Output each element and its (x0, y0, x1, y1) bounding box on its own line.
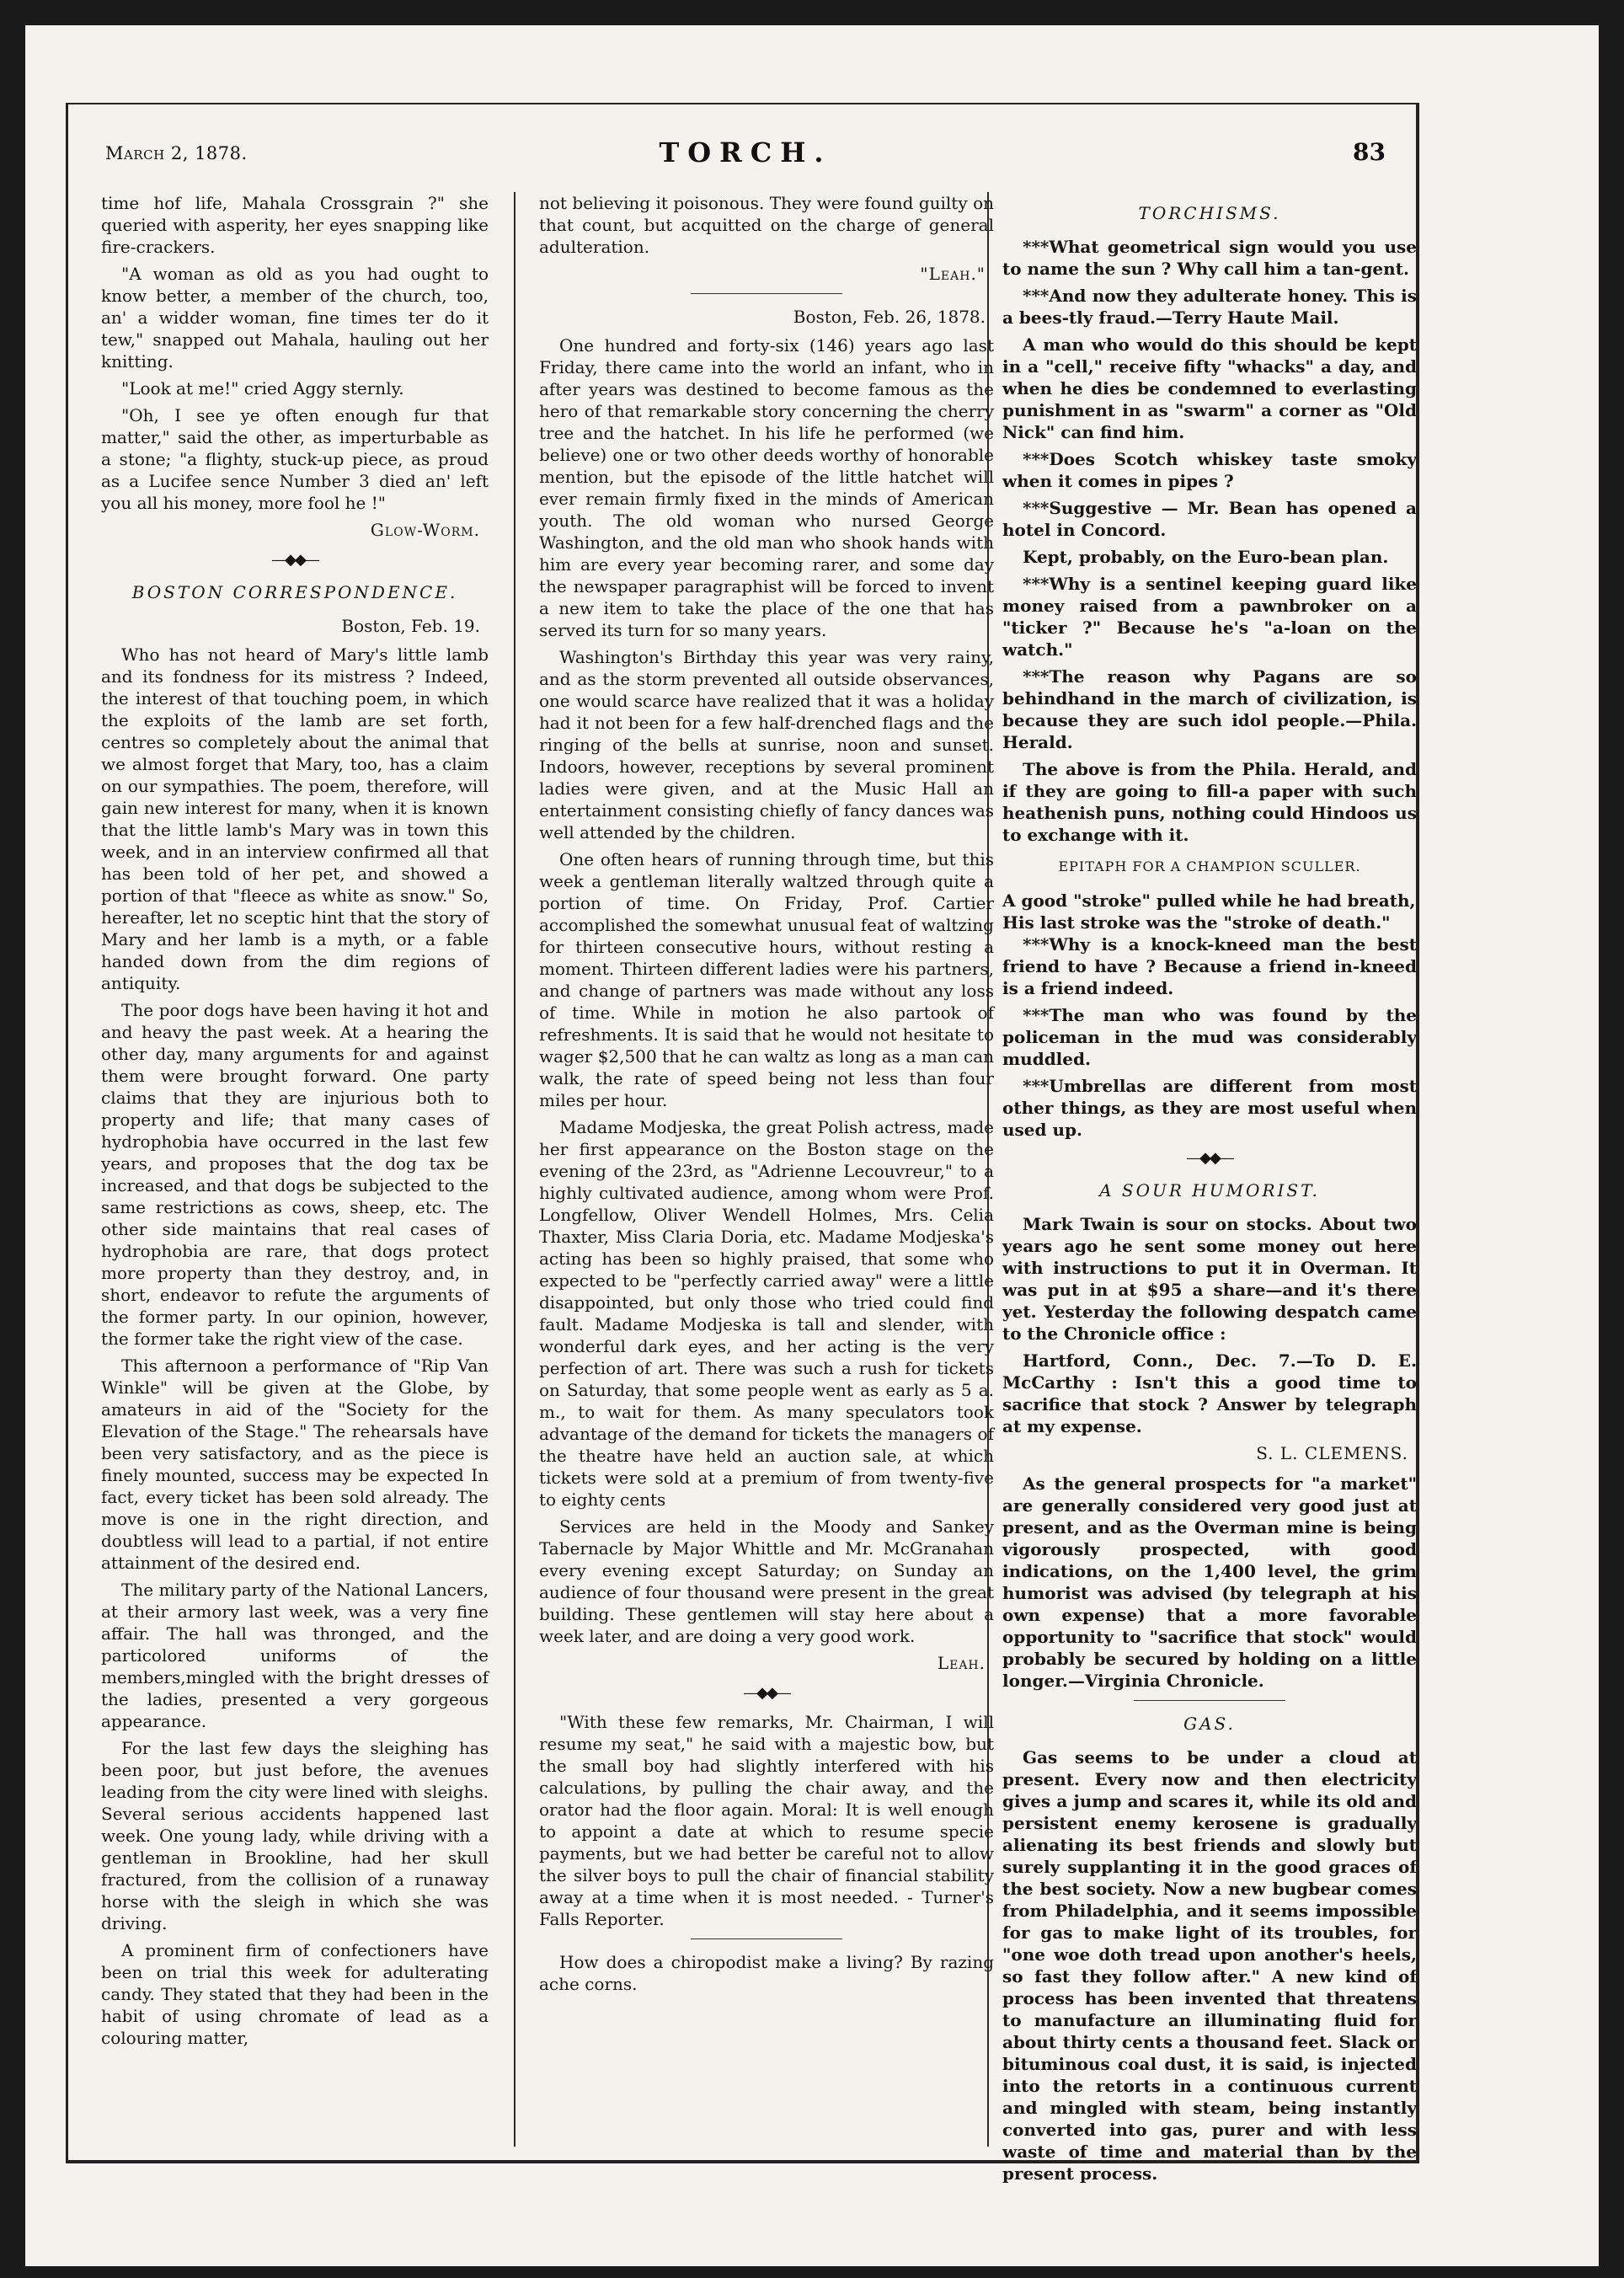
section-heading: TORCHISMS. (1138, 203, 1281, 223)
paragraph: Mark Twain is sour on stocks. About two years ago he sent some money out here with instructions to put it in Overman. It was put in at $95 a share—and it's there yet. Yesterday the following despatch came to the Chronicle office : (1002, 1214, 1417, 1344)
paragraph: ***And now they adulterate honey. This is a bees-tly fraud.—Terry Haute Mail. (1002, 286, 1417, 328)
short-rule (1134, 1700, 1285, 1701)
paragraph: time hof life, Mahala Crossgrain ?" she queried with asperity, her eyes snapping like fire-crackers. (101, 193, 489, 257)
paragraph: not believing it poisonous. They were found guilty on that count, but acquitted on the charge of general adulteration. (539, 193, 994, 257)
paragraph: One often hears of running through time, but this week a gentleman literally waltzed through quite a portion of time. On Friday, Prof. Cartier accomplished the somewhat unusual feat of waltzing for thirteen consecutive hours, without resting a moment. Thirteen different ladies were his partners, and change of partners was made without any loss of time. While in motion he also partook of refreshments. It is said that he would not hesitate to wager $2,500 that he can waltz as long as a man can walk, the rate of speed being not less than four miles per hour. (539, 849, 994, 1110)
paragraph: Who has not heard of Mary's little lamb and its fondness for its mistress ? Indeed, the interest of that touching poem, in which the exploits of the lamb are set forth, centres so completely about the animal that we almost forget that Mary, too, has a claim on our sympathies. The poem, therefore, will gain new interest for many, when it is known that the little lamb's Mary was in town this week, and in an interview confirmed all that has been told of her pet, and showed a portion of that "fleece as white as snow." So, hereafter, let no sceptic hint that the story of Mary and her lamb is a myth, or a fable handed down from the dim regions of antiquity. (101, 644, 489, 993)
paragraph: ***Why is a sentinel keeping guard like money raised from a pawnbroker on a "ticker ?" Because he's "a-loan on the watch." (1002, 574, 1417, 660)
section-heading: EPITAPH FOR A CHAMPION SCULLER. (1058, 858, 1361, 874)
paragraph: ***What geometrical sign would you use to name the sun ? Why call him a tan-gent. (1002, 237, 1417, 279)
paragraph: ***Suggestive — Mr. Bean has opened a hotel in Concord. (1002, 498, 1417, 540)
paragraph: One hundred and forty-six (146) years ago last Friday, there came into the world an infant, who in after years was destined to become famous as the hero of that remarkable story concerning the cherry tree and the hatchet. In his life he performed (we believe) one or two other deeds worthy of honorable mention, but the episode of the little hatchet will ever remain firmly fixed in the minds of American youth. The old woman who nursed George Washington, and the old man who shook hands with him are every year becoming rarer, and some day the newspaper paragraphist will be forced to invent a new item to take the place of the one that has served its turn for so many years. (539, 335, 994, 640)
masthead (80, 118, 1411, 168)
paragraph: Hartford, Conn., Dec. 7.—To D. E. McCarthy : Isn't this a good time to sacrifice that stock ? Answer by telegraph at my expense. (1002, 1350, 1417, 1436)
column-1 (101, 192, 489, 2147)
page-number: 83 (1353, 138, 1386, 166)
paragraph: A prominent firm of confectioners have been on trial this week for adulterating candy. They stated that they had been in the habit of using chromate of lead as a colouring matter, (101, 1940, 489, 2048)
paragraph: A man who would do this should be kept in a "cell," receive fifty "whacks" a day, and when he dies be condemned to everlasting punishment in as "swarm" a corner as "Old Nick" can find him. (1002, 334, 1417, 442)
paragraph: How does a chiropodist make a living? By razing ache corns. (539, 1952, 994, 1994)
paragraph: ***Why is a knock-kneed man the best friend to have ? Because a friend in-kneed is a friend indeed. (1002, 934, 1417, 998)
paragraph: "Oh, I see ye often enough fur that matter," said the other, as imperturbable as a stone; "a flighty, stuck-up piece, as proud as a Lucifee sence Number 3 died an' left you all his money, more fool he !" (101, 405, 489, 513)
signature: "Leah." (920, 264, 986, 284)
paragraph: Washington's Birthday this year was very rainy, and as the storm prevented all outside observances, one would scarce have realized that it was a holiday had it not been for a few half-drenched flags and the ringing of the bells at sunrise, noon and sunset. Indoors, however, receptions by several prominent ladies were given, and at the Music Hall an entertainment consisting chiefly of fancy dances was well attended by the children. (539, 647, 994, 842)
verse-line: A good "stroke" pulled while he had breath, (1002, 890, 1416, 911)
ornament-divider: —◆◆— (1186, 1149, 1233, 1167)
issue-date: March 2, 1878. (105, 143, 248, 163)
paragraph: This afternoon a performance of "Rip Van Winkle" will be given at the Globe, by amateurs in aid of the "Society for the Elevation of the Stage." The rehearsals have been very satisfactory, and as the piece is finely mounted, success may be expected In fact, every ticket has been sold already. The move is one in the right direction, and doubtless will lead to a partial, if not entire attainment of the desired end. (101, 1356, 489, 1573)
short-rule (691, 1938, 842, 1939)
paragraph: The poor dogs have been having it hot and and heavy the past week. At a hearing the other day, many arguments for and against them were brought forward. One party claims that they are injurious both to property and life; that many cases of hydrophobia have occurred in the last few years, and proposes that the dog tax be increased, and that dogs be subjected to the same restrictions as cows, sheep, etc. The other side maintains that real cases of hydrophobia are rare, that dogs protect more property than they destroy, and, in short, endeavor to refute the arguments of the former party. In our opinion, however, the former take the right view of the case. (101, 1000, 489, 1349)
column-3 (1002, 192, 1417, 2184)
paragraph: The above is from the Phila. Herald, and if they are going to fill-a paper with such heathenish puns, nothing could Hindoos us to exchange with it. (1002, 759, 1417, 845)
signature: Leah. (937, 1653, 986, 1673)
ornament-divider: —◆◆— (271, 551, 318, 569)
ornament-divider: —◆◆— (743, 1684, 790, 1702)
paragraph: ***Umbrellas are different from most other things, as they are most useful when used up. (1002, 1076, 1417, 1140)
newspaper-title: TORCH. (659, 136, 832, 168)
paragraph: "A woman as old as you had ought to know better, a member of the church, too, an' a widder woman, fine times ter do it tew," snapped out Mahala, hauling out her knitting. (101, 264, 489, 372)
short-rule (691, 293, 842, 294)
paragraph: Services are held in the Moody and Sankey Tabernacle by Major Whittle and Mr. McGranahan every evening except Saturday; on Sunday an audience of four thousand were present in the great building. These gentlemen will stay here about a week later, and are doing a very good work. (539, 1516, 994, 1646)
paragraph: For the last few days the sleighing has been poor, but just before, the avenues leading from the city were lined with sleighs. Several serious accidents happened last week. One young lady, while driving with a gentleman in Brookline, had her skull fractured, from the collision of a runaway horse with the sleigh in which she was driving. (101, 1738, 489, 1933)
paragraph: "Look at me!" cried Aggy sternly. (121, 378, 404, 398)
paragraph: Gas seems to be under a cloud at present. Every now and then electricity gives a jump and scares it, while its old and persistent enemy kerosene is gradually alienating its best friends and slowly but surely supplanting it in the good graces of the best society. Now a new bugbear comes from Philadelphia, and it seems impossible for gas to make light of its troubles, for "one woe doth tread upon another's heels, so fast they follow after." A new kind of process has been invented that threatens to manufacture an illuminating fluid for about thirty cents a thousand feet. Slack or bituminous coal dust, it is said, is injected into the retorts in a continuous current and mingled with steam, being instantly converted into gas, purer and with less waste of time and material than by the present process. (1002, 1747, 1417, 2184)
section-heading: BOSTON CORRESPONDENCE. (131, 582, 458, 602)
paragraph: Kept, probably, on the Euro-bean plan. (1023, 547, 1389, 567)
paragraph: ***The reason why Pagans are so behindhand in the march of civilization, is because they are such idol people.—Phila. Herald. (1002, 666, 1417, 752)
column-2 (539, 192, 994, 2147)
paragraph: ***Does Scotch whiskey taste smoky when it comes in pipes ? (1002, 449, 1417, 491)
dateline: Boston, Feb. 26, 1878. (793, 307, 986, 327)
verse-line: His last stroke was the "stroke of death." (1002, 912, 1391, 933)
paragraph: As the general prospects for "a market" are generally considered very good just at present, and as the Overman mine is being vigorously prospected, with good indications, on the 1,400 level, the grim humorist was advised (by telegraph at his own expense) that a more favorable opportunity to "sacrifice that stock" would probably be secured by holding on a little longer.—Virginia Chronicle. (1002, 1473, 1417, 1691)
signature: S. L. CLEMENS. (1256, 1443, 1408, 1463)
signature: Glow-Worm. (370, 520, 480, 540)
paragraph: "With these few remarks, Mr. Chairman, I will resume my seat," he said with a majestic bow, but the small boy had slightly interfered with his calculations, by pulling the chair away, and the orator had the floor again. Moral: It is well enough to appoint a date at which to resume specie payments, but we had better be careful not to allow the silver boys to pull the chair of financial stability away at a time when it is most needed. - Turner's Falls Reporter. (539, 1712, 994, 1929)
section-heading: GAS. (1183, 1714, 1236, 1734)
paragraph: The military party of the National Lancers, at their armory last week, was a very fine affair. The hall was thronged, and the particolored uniforms of the members,mingled with the bright dresses of the ladies, presented a very gorgeous appearance. (101, 1580, 489, 1731)
paragraph: Madame Modjeska, the great Polish actress, made her first appearance on the Boston stage on the evening of the 23rd, as "Adrienne Lecouvreur," to a highly cultivated audience, among whom were Prof. Longfellow, Oliver Wendell Holmes, Mrs. Celia Thaxter, Miss Claria Doria, etc. Madame Modjeska's acting has been so highly praised, that some who expected to be "perfectly carried away" were a little disappointed, but only those who tried could find fault. Madame Modjeska is tall and slender, with wonderful dark eyes, and her acting is the very perfection of art. There was such a rush for tickets on Saturday, that some people went as early as 5 a. m., to wait for them. As many speculators took advantage of the demand for tickets the managers of the theatre have held an auction sale, at which tickets were sold at a premium of from twenty-five to eighty cents (539, 1117, 994, 1510)
paragraph: ***The man who was found by the policeman in the mud was considerably muddled. (1002, 1005, 1417, 1069)
column-rule (514, 192, 516, 2147)
section-heading: A SOUR HUMORIST. (1099, 1180, 1320, 1200)
dateline: Boston, Feb. 19. (341, 616, 480, 636)
